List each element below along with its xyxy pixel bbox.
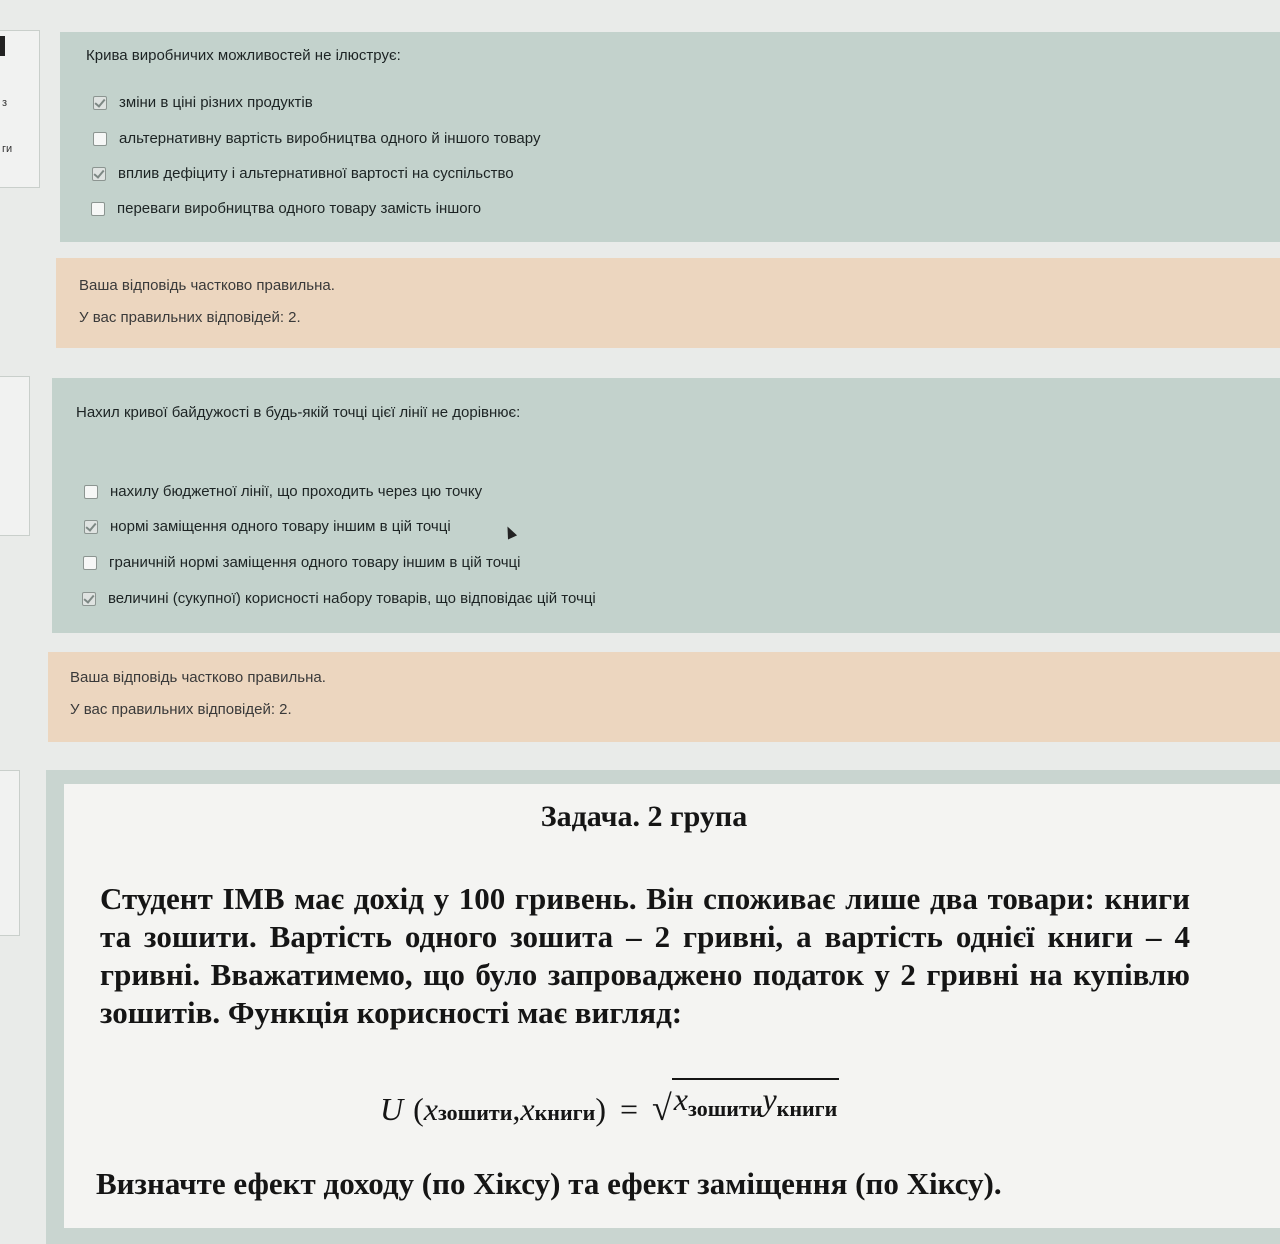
question-1-option-1[interactable]: [93, 94, 313, 111]
feedback-1-count: У вас правильних відповідей: 2.: [79, 309, 301, 326]
question-2-option-2[interactable]: [84, 518, 451, 535]
nav-label-2: ги: [2, 143, 13, 155]
option-label: величині (сукупної) корисності набору товарів, що відповідає цій точці: [108, 590, 596, 607]
checkbox[interactable]: [82, 592, 96, 606]
nav-label-1: з: [2, 97, 8, 109]
checkbox[interactable]: [93, 96, 107, 110]
formula-sqrt: [652, 1078, 839, 1126]
question-1-option-2[interactable]: [93, 130, 540, 147]
sqrt-icon: √: [652, 1088, 672, 1128]
task-title: Задача. 2 група: [540, 800, 748, 833]
question-1-option-4[interactable]: [91, 200, 481, 217]
option-label: переваги виробництва одного товару замість іншого: [117, 200, 482, 217]
question-1-option-3[interactable]: [92, 165, 514, 182]
formula-radicand: [672, 1078, 840, 1126]
nav-panel-top: [0, 30, 40, 188]
formula-open: (: [413, 1091, 424, 1127]
formula-sub2: книги: [534, 1100, 596, 1125]
option-label: зміни в ціні різних продуктів: [119, 94, 313, 111]
nav-active-marker: [0, 36, 5, 56]
formula-close: ): [595, 1091, 606, 1127]
option-label: вплив дефіциту і альтернативної вартості на суспільство: [118, 165, 514, 182]
feedback-1-status: Ваша відповідь частково правильна.: [79, 277, 335, 294]
formula-eq: =: [619, 1091, 639, 1127]
feedback-2-panel: [48, 652, 1280, 742]
task-question: Визначте ефект доходу (по Хіксу) та ефект заміщення (по Хіксу).: [96, 1166, 1002, 1201]
nav-panel-middle: [0, 376, 30, 536]
formula-var2: x: [520, 1091, 535, 1127]
checkbox[interactable]: [84, 520, 98, 534]
formula-rvar2: y: [762, 1081, 777, 1117]
formula-fn: U: [380, 1091, 404, 1127]
formula-comma: ,: [512, 1091, 521, 1127]
option-label: альтернативну вартість виробництва одного й іншого товару: [119, 130, 541, 147]
question-2-prompt: Нахил кривої байдужості в будь-якій точці цієї лінії не дорівнює:: [76, 404, 521, 421]
option-label: нахилу бюджетної лінії, що проходить через цю точку: [110, 483, 483, 500]
formula-rvar1: x: [673, 1081, 688, 1117]
task-body: Студент ІМВ має дохід у 100 гривень. Він споживає лише два товари: книги та зошити. Вартість одного зошита – 2 гривні, а вартість однієї книги – 4 гривні. Вважатимемо, що було запроваджено податок у 2 гривні на купівлю зошитів. Функція корисності має вигляд:: [100, 881, 1190, 1030]
utility-formula: [380, 1078, 839, 1128]
checkbox[interactable]: [93, 132, 107, 146]
option-label: граничній нормі заміщення одного товару іншим в цій точці: [109, 554, 521, 571]
feedback-2-status: Ваша відповідь частково правильна.: [70, 669, 326, 686]
nav-panel-bottom: [0, 770, 20, 936]
checkbox[interactable]: [91, 202, 105, 216]
question-1-prompt: Крива виробничих можливостей не ілюструє:: [86, 47, 401, 64]
question-2-option-3[interactable]: [83, 554, 520, 571]
question-2-option-1[interactable]: [84, 483, 482, 500]
formula-var1: x: [423, 1091, 438, 1127]
formula-sub1: зошити: [437, 1100, 513, 1125]
feedback-2-count: У вас правильних відповідей: 2.: [70, 701, 292, 718]
feedback-1-panel: [56, 258, 1280, 348]
question-2-option-4[interactable]: [82, 590, 596, 607]
checkbox[interactable]: [83, 556, 97, 570]
checkbox[interactable]: [92, 167, 106, 181]
formula-rsub1: зошити: [688, 1096, 763, 1121]
option-label: нормі заміщення одного товару іншим в цій точці: [110, 518, 451, 535]
checkbox[interactable]: [84, 485, 98, 499]
formula-rsub2: книги: [776, 1096, 838, 1121]
